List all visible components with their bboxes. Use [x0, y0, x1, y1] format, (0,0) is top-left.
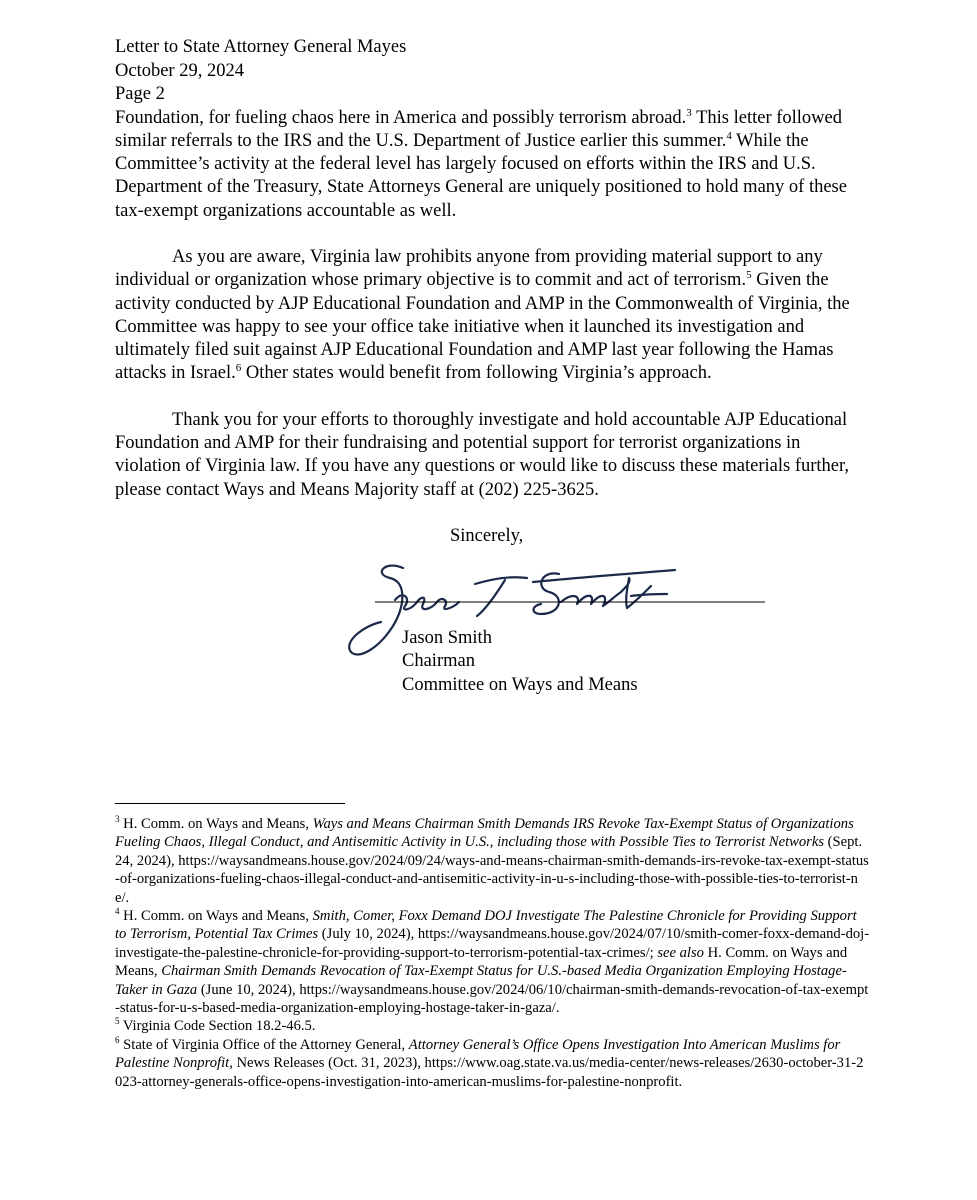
header-date: October 29, 2024 — [115, 60, 244, 81]
paragraph-2-text-a: As you are aware, Virginia law prohibits anyone from providing material support to any individual or organization whose primary objective is to commit and act of terrorism. — [115, 246, 823, 291]
footnote-ref-5: 5 — [746, 269, 752, 282]
paragraph-1-text-c: While the Committee’s activity at the federal level has largely focused on efforts within the IRS and U.S. Department of the Treasury, State Attorneys General are uniquely positioned to hold many of these tax-exempt organizations accountable as well. — [115, 130, 847, 221]
footnote-4-title-1: Smith, Comer, Foxx Demand DOJ Investigate The Palestine Chronicle for Providing Support to Terrorism, Potential Tax Crimes — [115, 908, 857, 943]
footnote-ref-6: 6 — [235, 362, 242, 375]
letter-page — [115, 36, 865, 706]
footnote-4-text-e: (June 10, 2024), — [197, 981, 300, 998]
footnote-ref-3: 3 — [686, 106, 692, 119]
footnote-4-link-1[interactable]: https://waysandmeans.house.gov/2024/07/10/smith-comer-foxx-demand-doj-investigate-the-palestine-chronicle-for-providing-support-to-terrorism-potential-tax-crimes/ — [115, 926, 870, 961]
footnote-4-link-2[interactable]: https://waysandmeans.house.gov/2024/06/10/chairman-smith-demands-revocation-of-tax-exempt-status-for-u-s-based-media-organization-employing-hostage-taker-in-gaza/. — [115, 981, 869, 1017]
body-paragraph-2 — [115, 246, 865, 386]
footnote-ref-4: 4 — [726, 129, 732, 142]
signatory-block — [402, 627, 638, 698]
signatory-committee: Committee on Ways and Means — [402, 674, 638, 695]
body-paragraph-1 — [115, 107, 865, 223]
footnote-6-title: Attorney General’s Office Opens Investigation Into American Muslims for Palestine Nonprofit — [115, 1036, 841, 1072]
footnote-6 — [115, 1036, 870, 1091]
footnote-4-title-2: Chairman Smith Demands Revocation of Tax-Exempt Status for U.S.-based Media Organization Employing Hostage-Taker in Gaza — [115, 963, 847, 998]
footnote-4-number: 4 — [115, 906, 120, 917]
paragraph-1-text-b: This letter followed similar referrals to the IRS and the U.S. Department of Justice earlier this summer. — [115, 107, 842, 151]
footnote-5 — [115, 1017, 870, 1035]
footnote-4-see-also: see also — [657, 944, 704, 961]
footnote-5-text: Virginia Code Section 18.2-46.5. — [119, 1018, 316, 1035]
paragraph-1-text-a: Foundation, for fueling chaos here in America and possibly terrorism abroad. — [115, 107, 687, 128]
paragraph-2-text-c: Other states would benefit from following Virginia’s approach. — [241, 363, 712, 384]
footnote-3-text-b: (Sept. 24, 2024), — [115, 834, 863, 869]
footnote-6-text-b: , News Releases (Oct. 31, 2023), — [229, 1055, 425, 1072]
signature-block — [345, 556, 865, 706]
footnote-6-link[interactable]: https://www.oag.state.va.us/media-center/news-releases/2630-october-31-2023-attorney-generals-office-opens-investigation-into-american-muslims-for-palestine-nonprofit. — [115, 1055, 864, 1090]
footnote-divider — [115, 803, 345, 804]
footnote-6-number: 6 — [115, 1035, 120, 1046]
footnote-3-text-a: H. Comm. on Ways and Means, — [119, 816, 313, 832]
footnote-3 — [115, 815, 870, 907]
closing-salutation: Sincerely, — [450, 525, 524, 546]
footnote-3-link[interactable]: https://waysandmeans.house.gov/2024/09/24/ways-and-means-chairman-smith-demands-irs-revoke-tax-exempt-status-of-organizations-fueling-chaos-illegal-conduct-and-antisemitic-activity-in-u-s-including-those-with-possible-ties-to-terrorist-ne/. — [115, 852, 869, 906]
body-paragraph-3: Thank you for your efforts to thoroughly investigate and hold accountable AJP Educational Foundation and AMP for their fundraising and potential support for terrorist organizations in violation of Virginia law. If you have any questions or would like to discuss these materials further, please contact Ways and Means Majority staff at (202) 225-3625. — [115, 409, 850, 500]
footnote-5-number: 5 — [115, 1016, 120, 1027]
header-recipient-line: Letter to State Attorney General Mayes — [115, 37, 407, 57]
signatory-name: Jason Smith — [402, 627, 492, 648]
footnote-3-number: 3 — [115, 814, 120, 825]
footnote-3-title: Ways and Means Chairman Smith Demands IRS Revoke Tax-Exempt Status of Organizations Fueling Chaos, Illegal Conduct, and Antisemitic Activity in U.S., including those with Possible Ties to Terrorist Networks — [115, 816, 854, 851]
paragraph-2-text-b: Given the activity conducted by AJP Educational Foundation and AMP in the Commonwealth of Virginia, the Committee was happy to see your office take initiative when it launched its investigation and ultimately filed suit against AJP Educational Foundation and AMP last year following the Hamas attacks in Israel. — [115, 270, 850, 384]
footnote-6-text-a: State of Virginia Office of the Attorney General, — [119, 1036, 409, 1053]
footnote-4-text-d: H. Comm. on Ways and Means, — [115, 944, 848, 980]
footnotes-section — [115, 815, 870, 1091]
footnote-4-text-a: H. Comm. on Ways and Means, — [119, 908, 313, 925]
letter-header — [115, 36, 865, 107]
footnote-4-text-c: ; — [649, 944, 658, 961]
footnote-4 — [115, 907, 870, 1017]
signatory-title: Chairman — [402, 651, 475, 672]
header-page-number: Page 2 — [115, 84, 165, 104]
footnote-4-text-b: (July 10, 2024), — [318, 926, 418, 943]
